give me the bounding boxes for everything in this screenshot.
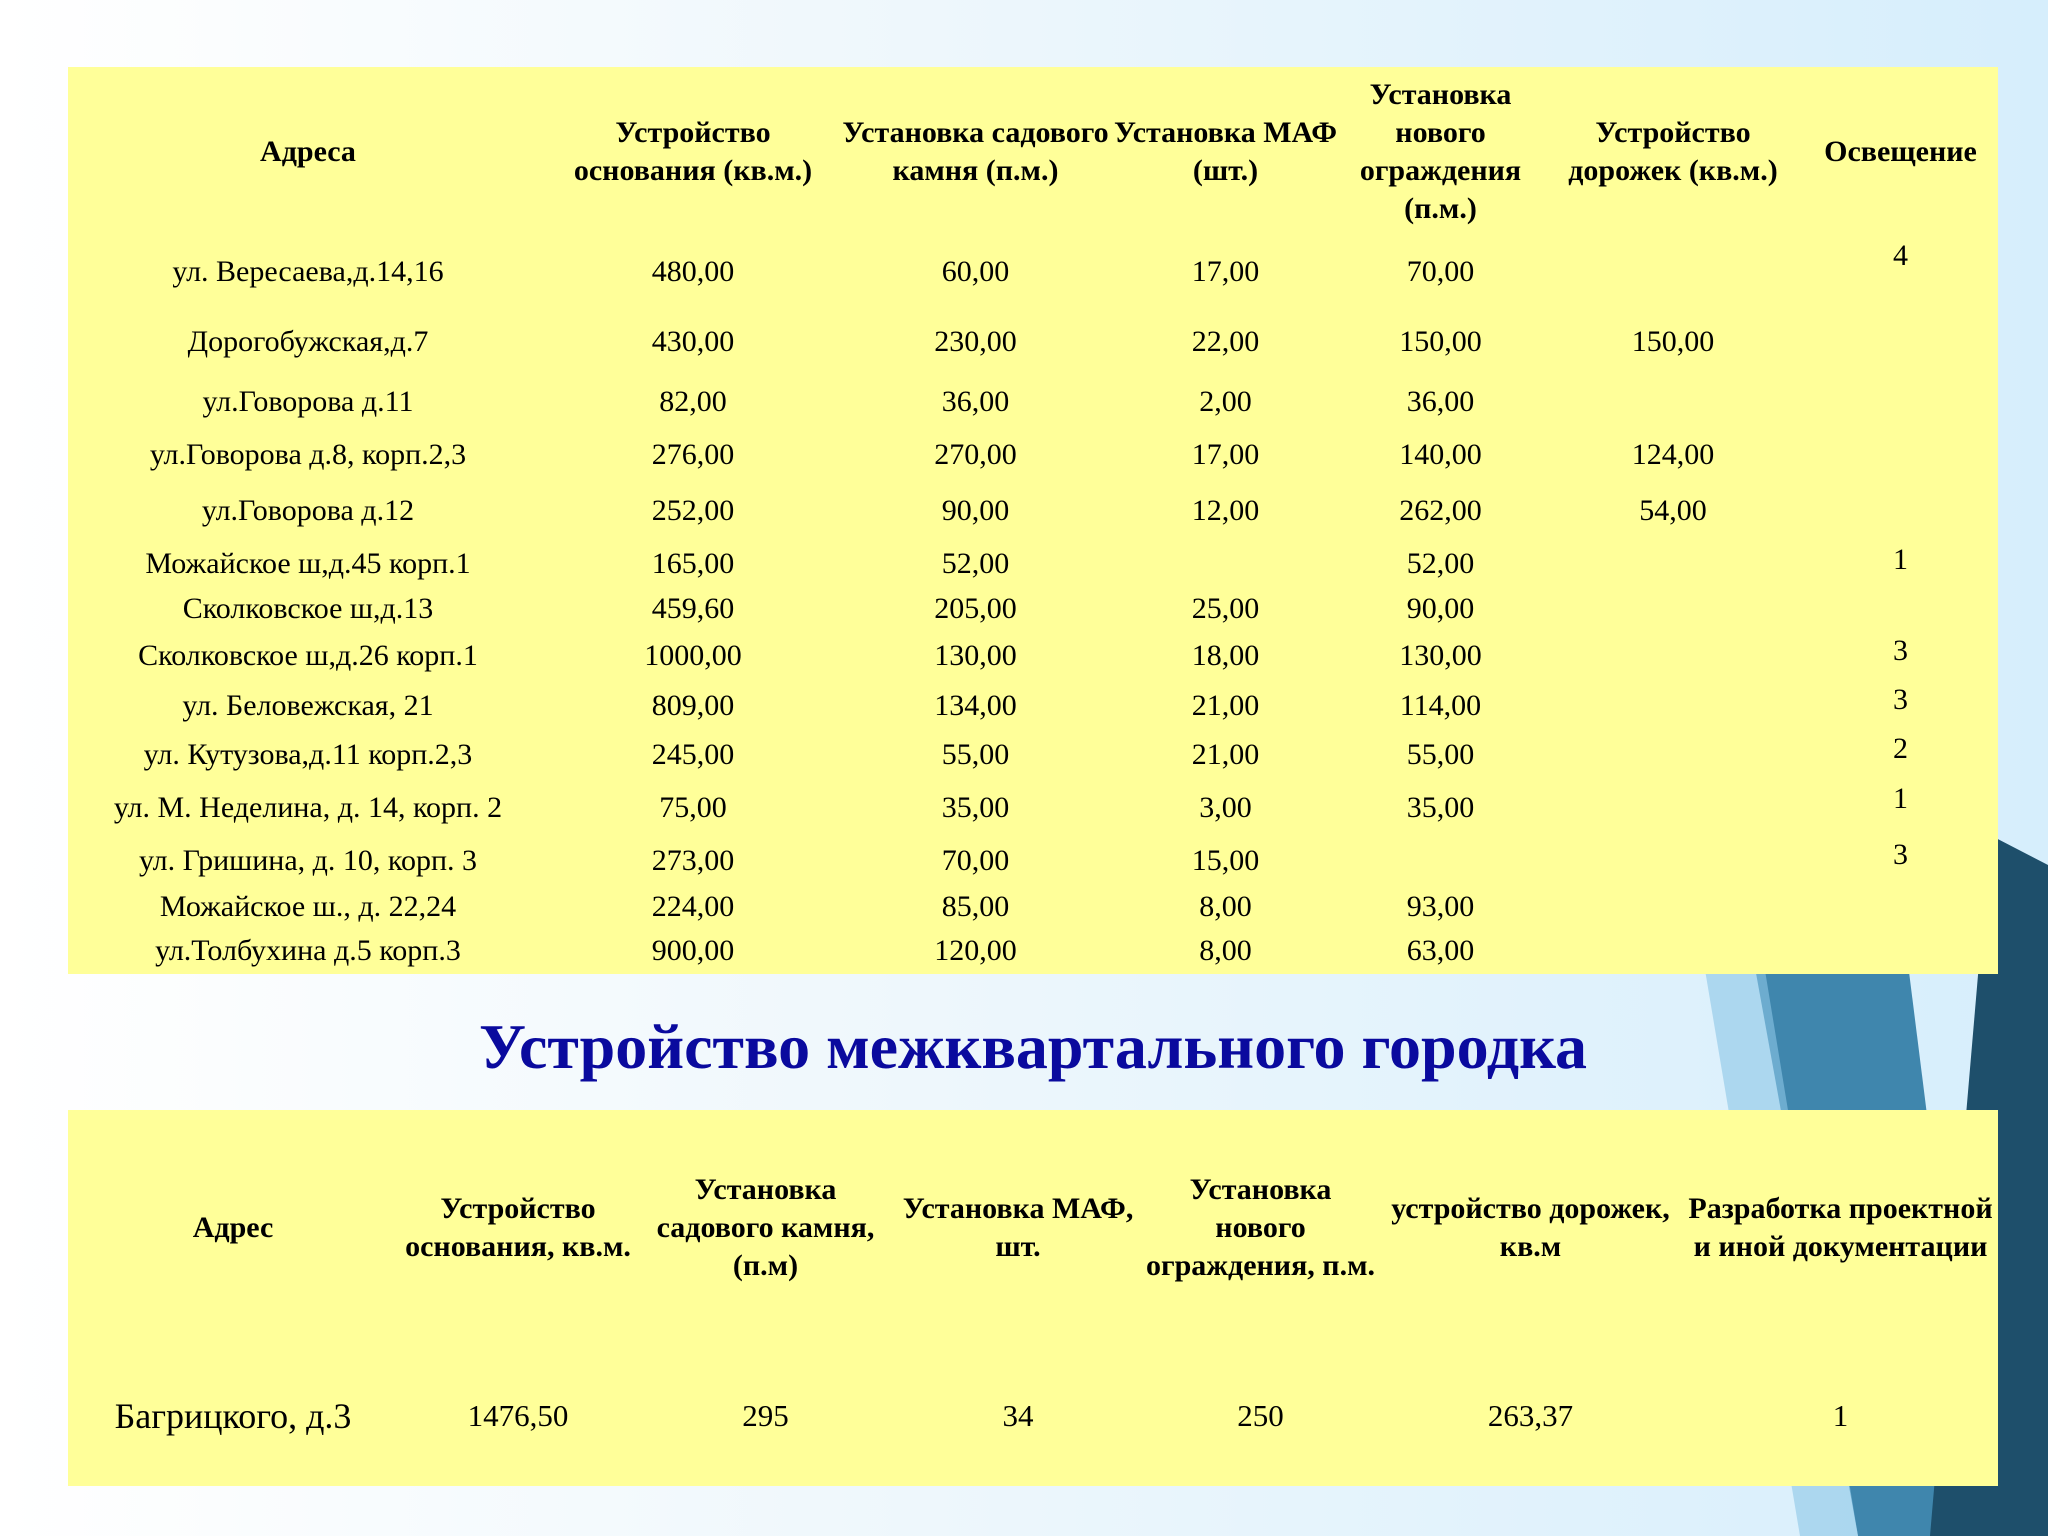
value-cell: 1476,50 [467, 1397, 569, 1433]
header-cell: Освещение [1824, 135, 1977, 168]
value-cell: 295 [742, 1397, 789, 1433]
address-cell: Дорогобужская,д.7 [187, 324, 429, 358]
value-cell: 252,00 [651, 494, 735, 528]
address-cell: ул. Гришина, д. 10, корп. 3 [138, 843, 478, 877]
value-cell: 114,00 [1399, 688, 1482, 722]
table-row [68, 780, 1998, 837]
value-cell [1543, 377, 1803, 428]
header-cell: Устройство основания, кв.м. [405, 1191, 631, 1263]
value-cell: 4 [1893, 239, 1908, 272]
table-row [68, 1345, 1998, 1486]
value-cell: 124,00 [1631, 437, 1715, 471]
value-cell: 224,00 [651, 890, 735, 924]
value-cell: 245,00 [651, 737, 735, 771]
address-cell: ул.Говорова д.8, корп.2,3 [149, 437, 467, 471]
value-cell [1543, 929, 1803, 974]
address-cell: ул. Вересаева,д.14,16 [172, 254, 444, 288]
value-cell: 90,00 [941, 494, 1010, 528]
value-cell: 70,00 [1406, 254, 1475, 288]
value-cell: 1 [1832, 1397, 1849, 1433]
value-cell: 276,00 [651, 437, 735, 471]
address-cell: ул. Беловежская, 21 [182, 688, 434, 722]
value-cell: 459,60 [651, 592, 735, 626]
value-cell: 17,00 [1191, 254, 1260, 288]
table-row [68, 730, 1998, 779]
value-cell: 63,00 [1406, 934, 1475, 968]
value-cell: 36,00 [1406, 385, 1475, 419]
value-cell [1338, 836, 1543, 885]
header-cell: Установка нового ограждения (п.м.) [1359, 78, 1522, 225]
value-cell: 35,00 [941, 790, 1010, 824]
value-cell [1543, 237, 1803, 307]
value-cell: 262,00 [1399, 494, 1482, 528]
value-cell: 480,00 [651, 254, 735, 288]
value-cell: 75,00 [659, 790, 727, 824]
value-cell: 3 [1893, 633, 1908, 667]
address-cell: Можайское ш., д. 22,24 [159, 890, 457, 924]
address-cell: ул.Говорова д.12 [201, 494, 415, 528]
header-cell: Установка МАФ, шт. [902, 1191, 1134, 1263]
value-cell: 36,00 [941, 385, 1010, 419]
value-cell: 90,00 [1406, 592, 1475, 626]
value-cell: 8,00 [1199, 934, 1252, 968]
value-cell [1543, 886, 1803, 929]
value-cell: 54,00 [1639, 494, 1707, 528]
table-row [68, 307, 1998, 377]
address-cell: ул.Говорова д.11 [202, 385, 414, 419]
table-row [68, 541, 1998, 586]
value-cell: 250 [1237, 1397, 1284, 1433]
value-cell: 82,00 [659, 385, 727, 419]
value-cell: 3,00 [1199, 790, 1252, 824]
value-cell: 52,00 [1406, 546, 1475, 580]
courtyard-table [68, 1110, 1998, 1486]
value-cell: 3 [1893, 682, 1908, 716]
table-row [68, 586, 1998, 631]
table-row [68, 886, 1998, 929]
value-cell [1803, 482, 1998, 542]
value-cell: 273,00 [651, 843, 735, 877]
address-cell: Можайское ш,д.45 корп.1 [145, 546, 471, 580]
table-row [68, 237, 1998, 307]
value-cell: 150,00 [1399, 324, 1482, 358]
header-cell: Устройство основания (кв.м.) [573, 116, 813, 187]
value-cell: 430,00 [651, 324, 735, 358]
value-cell: 270,00 [934, 437, 1017, 471]
value-cell [1803, 377, 1998, 428]
value-cell: 130,00 [1399, 639, 1482, 673]
table-row [68, 836, 1998, 885]
value-cell: 140,00 [1399, 437, 1482, 471]
addresses-table [68, 67, 1998, 974]
value-cell [1543, 836, 1803, 885]
value-cell: 1 [1893, 543, 1908, 577]
value-cell: 55,00 [1406, 737, 1475, 771]
address-cell: Багрицкого, д.3 [114, 1395, 352, 1436]
value-cell: 52,00 [941, 546, 1010, 580]
value-cell: 93,00 [1406, 890, 1475, 924]
address-cell: ул. М. Неделина, д. 14, корп. 2 [113, 790, 503, 824]
value-cell [1803, 886, 1998, 929]
value-cell: 1 [1893, 781, 1908, 815]
value-cell: 17,00 [1191, 437, 1260, 471]
value-cell: 134,00 [934, 688, 1017, 722]
value-cell [1543, 632, 1803, 681]
table-row [68, 681, 1998, 730]
value-cell: 12,00 [1191, 494, 1260, 528]
table-row [68, 482, 1998, 542]
header-cell: Установка МАФ (шт.) [1113, 116, 1338, 187]
header-cell: Адреса [260, 135, 356, 168]
table-row [68, 929, 1998, 974]
value-cell [1543, 780, 1803, 837]
value-cell: 120,00 [934, 934, 1017, 968]
value-cell: 263,37 [1487, 1397, 1574, 1433]
table-row [68, 377, 1998, 428]
address-cell: Сколковское ш,д.13 [182, 592, 434, 626]
header-cell: Устройство дорожек (кв.м.) [1568, 116, 1778, 187]
value-cell: 60,00 [941, 254, 1010, 288]
value-cell: 3 [1893, 838, 1908, 872]
value-cell [1543, 730, 1803, 779]
table-row [68, 632, 1998, 681]
value-cell [1113, 541, 1338, 586]
value-cell: 1000,00 [644, 639, 742, 673]
value-cell: 85,00 [941, 890, 1010, 924]
value-cell: 205,00 [934, 592, 1017, 626]
value-cell: 8,00 [1199, 890, 1252, 924]
value-cell [1543, 586, 1803, 631]
value-cell: 55,00 [941, 737, 1010, 771]
header-cell: устройство дорожек, кв.м [1391, 1191, 1670, 1263]
value-cell: 18,00 [1191, 639, 1260, 673]
value-cell [1803, 586, 1998, 631]
value-cell: 15,00 [1191, 843, 1260, 877]
value-cell: 21,00 [1191, 688, 1260, 722]
section-title: Устройство межквартального городка [478, 1011, 1588, 1082]
value-cell: 35,00 [1406, 790, 1475, 824]
header-cell: Разработка проектной и иной документации [1688, 1191, 1993, 1263]
table-row [68, 428, 1998, 481]
courtyard-table-panel [68, 1110, 1998, 1486]
value-cell: 165,00 [651, 546, 735, 580]
value-cell: 130,00 [934, 639, 1017, 673]
table-header-row [68, 67, 1998, 237]
value-cell: 809,00 [651, 688, 735, 722]
table-header-row [68, 1110, 1998, 1345]
address-cell: ул. Кутузова,д.11 корп.2,3 [143, 737, 473, 771]
value-cell: 150,00 [1631, 324, 1715, 358]
value-cell: 21,00 [1191, 737, 1260, 771]
value-cell [1543, 681, 1803, 730]
value-cell [1803, 428, 1998, 481]
value-cell: 22,00 [1191, 324, 1260, 358]
header-cell: Установка нового ограждения, п.м. [1145, 1172, 1376, 1282]
value-cell [1803, 307, 1998, 377]
address-cell: Сколковское ш,д.26 корп.1 [138, 639, 478, 673]
value-cell [1543, 541, 1803, 586]
header-cell: Установка садового камня, (п.м) [656, 1172, 875, 1282]
value-cell: 230,00 [934, 324, 1017, 358]
header-cell: Установка садового камня (п.м.) [842, 116, 1109, 187]
value-cell: 2,00 [1199, 385, 1252, 419]
value-cell: 900,00 [651, 934, 735, 968]
value-cell: 25,00 [1191, 592, 1260, 626]
value-cell [1803, 929, 1998, 974]
addresses-table-panel [68, 67, 1998, 974]
value-cell: 2 [1893, 732, 1908, 766]
value-cell: 34 [1002, 1397, 1034, 1433]
value-cell: 70,00 [941, 843, 1010, 877]
header-cell: Адрес [192, 1210, 274, 1244]
address-cell: ул.Толбухина д.5 корп.3 [155, 934, 461, 968]
